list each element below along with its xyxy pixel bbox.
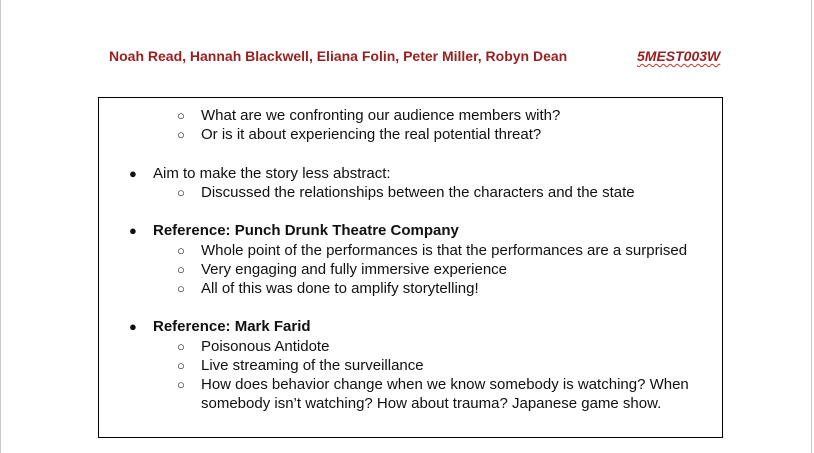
hollow-bullet-icon: ○ — [177, 358, 185, 373]
list-item-reference-punchdrunk: Reference: Punch Drunk Theatre Company — [153, 222, 459, 239]
list-item: How does behavior change when we know somebody is watching? When — [201, 376, 689, 393]
list-item: Or is it about experiencing the real potential threat? — [201, 126, 542, 143]
list-item: Discussed the relationships between the characters and the state — [201, 184, 635, 201]
hollow-bullet-icon: ○ — [177, 339, 185, 354]
list-item: All of this was done to amplify storytelling! — [201, 280, 479, 297]
hollow-bullet-icon: ○ — [177, 281, 185, 296]
list-item: Poisonous Antidote — [201, 338, 330, 355]
hollow-bullet-icon: ○ — [177, 262, 185, 277]
list-item: Live streaming of the surveillance — [201, 357, 424, 374]
list-item: Very engaging and fully immersive experience — [201, 261, 507, 278]
list-item-aim: Aim to make the story less abstract: — [153, 165, 391, 182]
filled-bullet-icon: ● — [129, 166, 137, 181]
list-item-reference-farid: Reference: Mark Farid — [153, 318, 311, 335]
hollow-bullet-icon: ○ — [177, 127, 185, 142]
hollow-bullet-icon: ○ — [177, 377, 185, 392]
filled-bullet-icon: ● — [129, 319, 137, 334]
hollow-bullet-icon: ○ — [177, 185, 185, 200]
filled-bullet-icon: ● — [129, 223, 137, 238]
notes-box — [98, 97, 723, 438]
list-item-continuation: somebody isn’t watching? How about trauma? Japanese game show. — [201, 395, 662, 412]
list-item: Whole point of the performances is that the performances are a surprised — [201, 242, 688, 259]
list-item: What are we confronting our audience members with? — [201, 107, 561, 124]
header-authors: Noah Read, Hannah Blackwell, Eliana Folin, Peter Miller, Robyn Dean — [109, 48, 568, 64]
header-module-code: 5MEST003W — [637, 48, 721, 64]
hollow-bullet-icon: ○ — [177, 108, 185, 123]
hollow-bullet-icon: ○ — [177, 243, 185, 258]
